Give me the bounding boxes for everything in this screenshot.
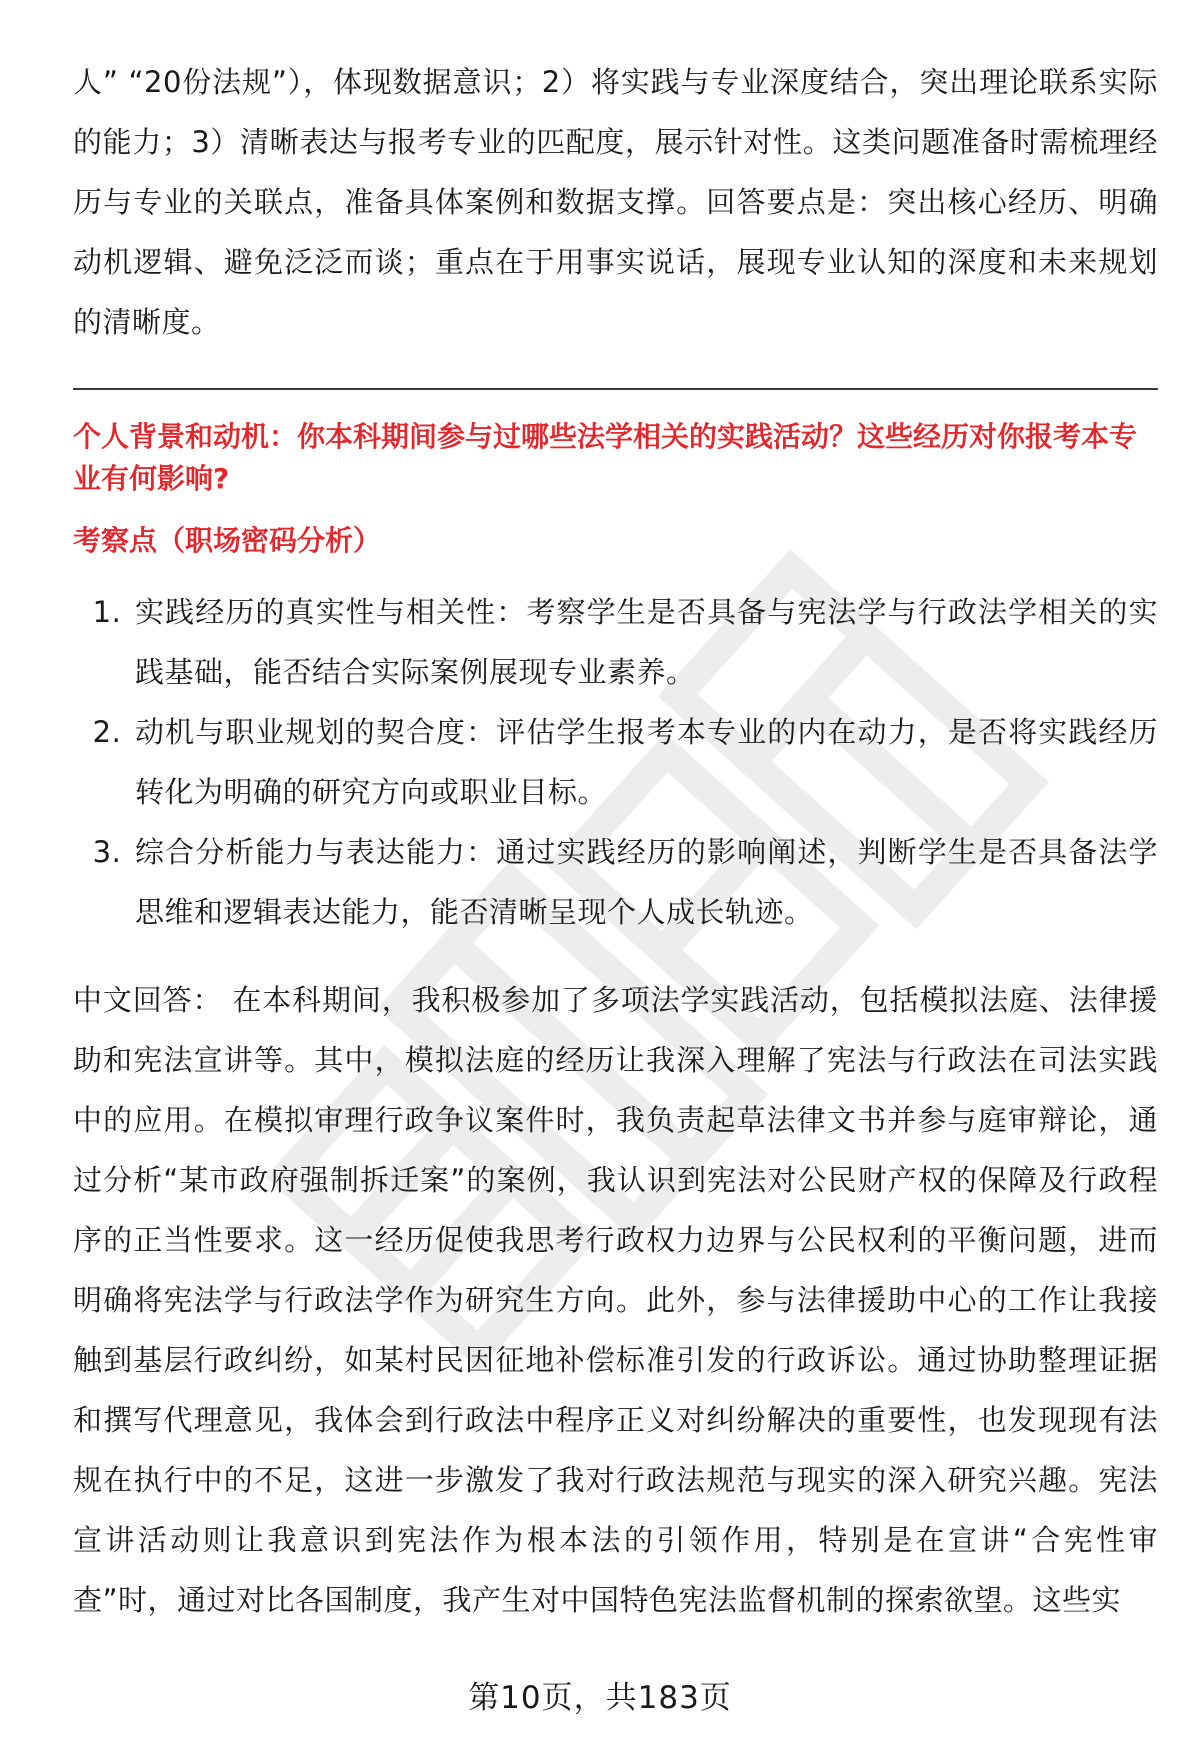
- section-divider: [73, 388, 1158, 390]
- list-item-text: 动机与职业规划的契合度：评估学生报考本专业的内在动力，是否将实践经历转化为明确的研究方向或职业目标。: [135, 715, 1158, 809]
- list-item: [73, 822, 1158, 942]
- assessment-points-list: [73, 582, 1158, 942]
- answer-paragraph: 中文回答： 在本科期间，我积极参加了多项法学实践活动，包括模拟法庭、法律援助和宪法宣讲等。其中，模拟法庭的经历让我深入理解了宪法与行政法在司法实践中的应用。在模拟审理行政争议案件时，我负责起草法律文书并参与庭审辩论，通过分析“某市政府强制拆迁案”的案例，我认识到宪法对公民财产权的保障及行政程序的正当性要求。这一经历促使我思考行政权力边界与公民权利的平衡问题，进而明确将宪法学与行政法学作为研究生方向。此外，参与法律援助中心的工作让我接触到基层行政纠纷，如某村民因征地补偿标准引发的行政诉讼。通过协助整理证据和撰写代理意见，我体会到行政法中程序正义对纠纷解决的重要性，也发现现有法规在执行中的不足，这进一步激发了我对行政法规范与现实的深入研究兴趣。宪法宣讲活动则让我意识到宪法作为根本法的引领作用，特别是在宣讲“合宪性审查”时，通过对比各国制度，我产生对中国特色宪法监督机制的探索欲望。这些实: [73, 983, 1158, 1617]
- list-item: [73, 582, 1158, 702]
- list-item-number: 1.: [92, 595, 122, 629]
- assessment-heading: 考察点（职场密码分析）: [73, 524, 382, 557]
- list-item-number: 2.: [92, 715, 122, 749]
- list-item: [73, 702, 1158, 822]
- question-heading: 个人背景和动机：你本科期间参与过哪些法学相关的实践活动？这些经历对你报考本专业有何影响?: [73, 420, 1138, 495]
- list-item-text: 实践经历的真实性与相关性：考察学生是否具备与宪法学与行政法学相关的实践基础，能否结合实际案例展现专业素养。: [135, 595, 1158, 689]
- intro-paragraph: 人” “20份法规”），体现数据意识；2）将实践与专业深度结合，突出理论联系实际的能力；3）清晰表达与报考专业的匹配度，展示针对性。这类问题准备时需梳理经历与专业的关联点，准备具体案例和数据支撑。回答要点是：突出核心经历、明确动机逻辑、避免泛泛而谈；重点在于用事实说话，展现专业认知的深度和未来规划的清晰度。: [73, 65, 1158, 339]
- page-content: [73, 52, 1158, 1630]
- list-item-number: 3.: [92, 835, 122, 869]
- list-item-text: 综合分析能力与表达能力：通过实践经历的影响阐述，判断学生是否具备法学思维和逻辑表达能力，能否清晰呈现个人成长轨迹。: [135, 835, 1158, 929]
- page-number-footer: 第10页，共183页: [468, 1680, 732, 1716]
